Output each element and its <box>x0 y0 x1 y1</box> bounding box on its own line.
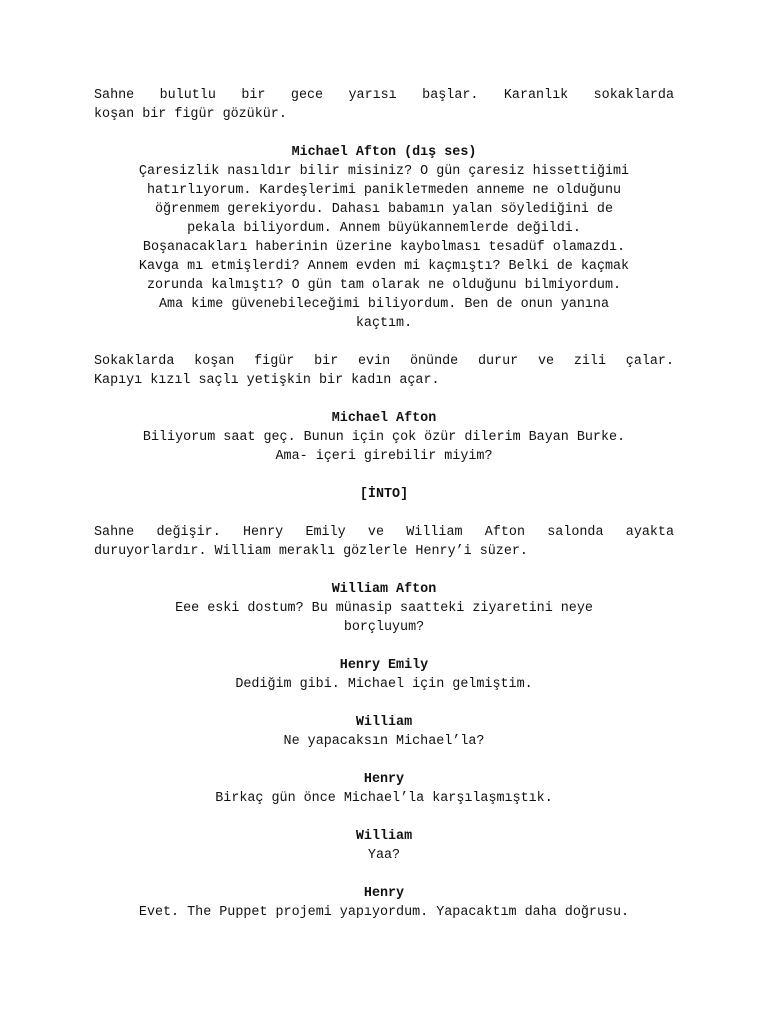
action-line: Sokaklarda koşan figür bir evin önünde durur ve zili çalar. <box>94 354 674 369</box>
action-block <box>94 523 674 561</box>
dialogue-line: Ama- içeri girebilir miyim? <box>275 449 493 464</box>
dialogue-block <box>94 732 674 751</box>
dialogue-line: Dediğim gibi. Michael için gelmiştim. <box>235 677 533 692</box>
action-line: koşan bir figür gözükür. <box>94 107 287 122</box>
dialogue-line: pekala biliyordum. Annem büyükannemlerde değildi. <box>187 221 581 236</box>
character-name: Michael Afton (dış ses) <box>291 145 477 160</box>
dialogue-line: öğrenmem gerekiyordu. Dahası babamın yalan söylediğini de <box>154 202 614 217</box>
dialogue-line: Yaa? <box>367 848 401 863</box>
dialogue-block <box>94 846 674 865</box>
script-content <box>94 86 674 941</box>
dialogue-line: Çaresizlik nasıldır bilir misiniz? O gün çaresiz hissettiğimi <box>138 164 630 179</box>
dialogue-line: Boşanacakları haberinin üzerine kaybolması tesadüf olamazdı. <box>142 240 626 255</box>
character-name: William <box>355 715 413 730</box>
dialogue-block <box>94 162 674 333</box>
action-line: duruyorlardır. William meraklı gözlerle Henry’i süzer. <box>94 544 528 559</box>
character-name: Michael Afton <box>331 411 437 426</box>
dialogue-line: Ama kime güvenebileceğimi biliyordum. Ben de onun yanına <box>159 297 609 312</box>
character-name: William Afton <box>331 582 437 597</box>
dialogue-line: borçluyum? <box>343 620 425 635</box>
character-name: Henry <box>363 772 405 787</box>
transition-marker: [İNTO] <box>359 487 409 502</box>
dialogue-block <box>94 675 674 694</box>
dialogue-line: Ne yapacaksın Michael’la? <box>283 734 485 749</box>
dialogue-line: Kavga mı etmişlerdi? Annem evden mi kaçmıştı? Belki de kaçmak <box>138 259 630 274</box>
dialogue-block <box>94 599 674 637</box>
dialogue-block <box>94 428 674 466</box>
action-block <box>94 352 674 390</box>
action-line: Sahne bulutlu bir gece yarısı başlar. Karanlık sokaklarda <box>94 88 674 103</box>
character-name: Henry Emily <box>339 658 429 673</box>
character-name: Henry <box>363 886 405 901</box>
dialogue-block <box>94 789 674 808</box>
dialogue-line: kaçtım. <box>355 316 413 331</box>
dialogue-line: zorunda kalmıştı? O gün tam olarak ne olduğunu bilmiyordum. <box>146 278 622 293</box>
dialogue-line: Eee eski dostum? Bu münasip saatteki ziyaretini neye <box>175 601 593 616</box>
dialogue-block <box>94 903 674 922</box>
action-block <box>94 86 674 124</box>
dialogue-line: Evet. The Puppet projemi yapıyordum. Yapacaktım daha doğrusu. <box>138 905 630 920</box>
action-line: Kapıyı kızıl saçlı yetişkin bir kadın açar. <box>94 373 440 388</box>
character-name: William <box>355 829 413 844</box>
dialogue-line: Biliyorum saat geç. Bunun için çok özür dilerim Bayan Burke. <box>142 430 626 445</box>
dialogue-line: Birkaç gün önce Michael’la karşılaşmıştık. <box>215 791 553 806</box>
dialogue-line: hatırlıyorum. Kardeşlerimi paniklетmeden anneme ne olduğunu <box>146 183 622 198</box>
action-line: Sahne değişir. Henry Emily ve William Afton salonda ayakta <box>94 525 674 540</box>
